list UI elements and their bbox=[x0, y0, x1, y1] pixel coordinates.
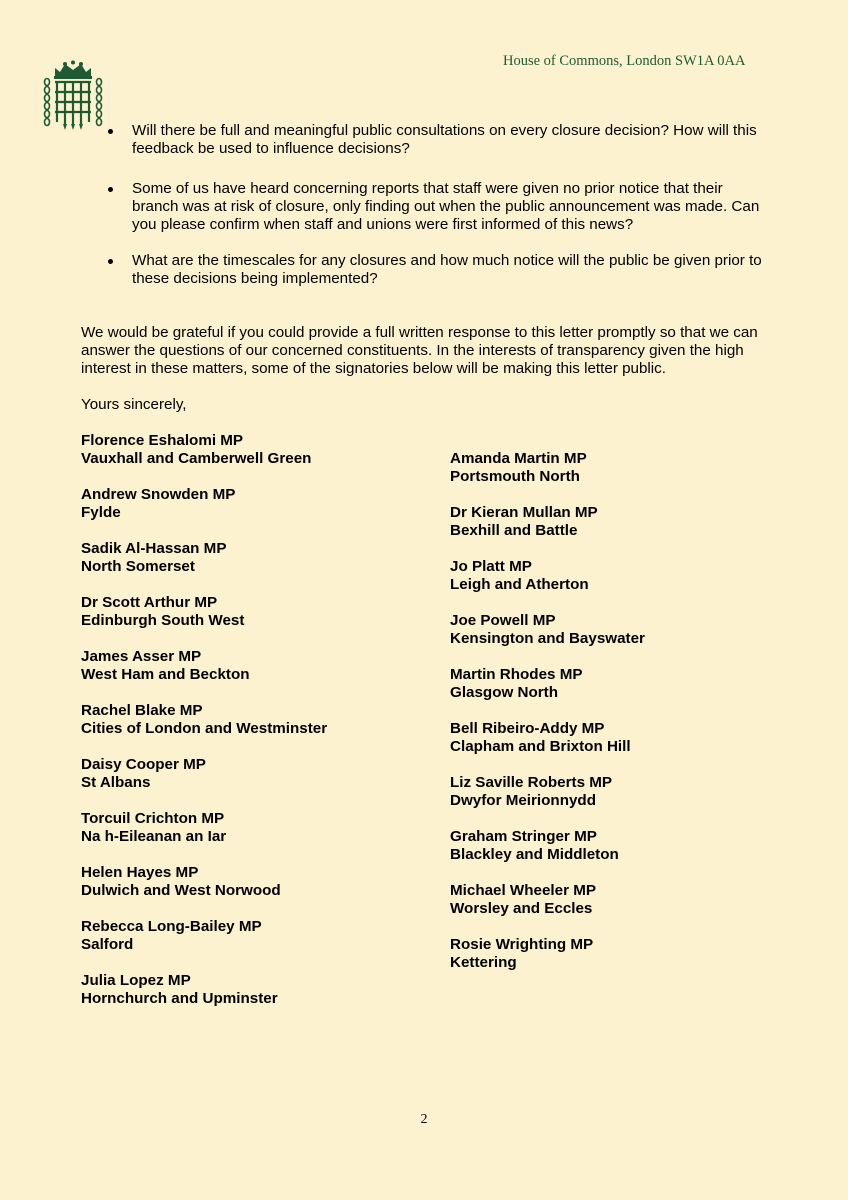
signatory-name: Dr Scott Arthur MP bbox=[81, 594, 218, 611]
signatory-constituency: Leigh and Atherton bbox=[450, 576, 589, 593]
signatory bbox=[81, 648, 411, 684]
signatory-name: Jo Platt MP bbox=[450, 558, 532, 575]
signatory-constituency: Na h-Eileanan an Iar bbox=[81, 828, 227, 845]
signatory-name: Bell Ribeiro-Addy MP bbox=[450, 720, 605, 737]
signatory-constituency: Bexhill and Battle bbox=[450, 522, 578, 539]
signatory-constituency: Clapham and Brixton Hill bbox=[450, 738, 631, 755]
signatory-constituency: Kensington and Bayswater bbox=[450, 630, 645, 647]
signatory-name: Amanda Martin MP bbox=[450, 450, 587, 467]
question-bullet-1: Will there be full and meaningful public consultations on every closure decision? How will this feedback be used to influence decisions? bbox=[132, 122, 772, 158]
signatory bbox=[450, 450, 780, 486]
signatory-name: James Asser MP bbox=[81, 648, 202, 665]
signatory-constituency: Dwyfor Meirionnydd bbox=[450, 792, 596, 809]
signatory-name: Liz Saville Roberts MP bbox=[450, 774, 613, 791]
signatory-name: Julia Lopez MP bbox=[81, 972, 191, 989]
signatory-constituency: Edinburgh South West bbox=[81, 612, 245, 629]
portcullis-icon bbox=[41, 60, 105, 130]
signatory-constituency: St Albans bbox=[81, 774, 151, 791]
signatory-name: Rebecca Long-Bailey MP bbox=[81, 918, 262, 935]
signatory bbox=[450, 720, 780, 756]
signatory-constituency: Portsmouth North bbox=[450, 468, 580, 485]
letterhead-address: House of Commons, London SW1A 0AA bbox=[503, 53, 746, 69]
page-number: 2 bbox=[420, 1112, 428, 1127]
signatory-constituency: Hornchurch and Upminster bbox=[81, 990, 278, 1007]
signatory-constituency: North Somerset bbox=[81, 558, 195, 575]
signatory-constituency: Glasgow North bbox=[450, 684, 559, 701]
signatory-constituency: Vauxhall and Camberwell Green bbox=[81, 450, 312, 467]
signatory bbox=[450, 612, 780, 648]
signatory-name: Andrew Snowden MP bbox=[81, 486, 236, 503]
signatory bbox=[81, 810, 411, 846]
signatory-constituency: West Ham and Beckton bbox=[81, 666, 250, 683]
signatory-name: Rachel Blake MP bbox=[81, 702, 203, 719]
signatory-name: Graham Stringer MP bbox=[450, 828, 597, 845]
signatory-name: Joe Powell MP bbox=[450, 612, 556, 629]
signatory-name: Sadik Al-Hassan MP bbox=[81, 540, 227, 557]
signatory bbox=[81, 972, 411, 1008]
signatory bbox=[450, 774, 780, 810]
question-bullet-2: Some of us have heard concerning reports that staff were given no prior notice that their branch was at risk of closure, only finding out when the public announcement was made. Can you please confirm when staff and unions were first informed of this news? bbox=[132, 180, 772, 234]
signatory-name: Florence Eshalomi MP bbox=[81, 432, 244, 449]
signatory-name: Dr Kieran Mullan MP bbox=[450, 504, 598, 521]
signatory bbox=[450, 936, 780, 972]
signatory bbox=[81, 702, 411, 738]
signatory-name: Michael Wheeler MP bbox=[450, 882, 597, 899]
signatory-constituency: Dulwich and West Norwood bbox=[81, 882, 281, 899]
signatory bbox=[81, 918, 411, 954]
signatory-constituency: Blackley and Middleton bbox=[450, 846, 619, 863]
signatory-name: Helen Hayes MP bbox=[81, 864, 199, 881]
signatory-constituency: Cities of London and Westminster bbox=[81, 720, 328, 737]
signatory bbox=[450, 828, 780, 864]
signatory bbox=[81, 486, 411, 522]
signatory-name: Torcuil Crichton MP bbox=[81, 810, 225, 827]
signatory bbox=[81, 432, 411, 468]
signatory bbox=[81, 756, 411, 792]
signatory bbox=[81, 864, 411, 900]
signatory-name: Martin Rhodes MP bbox=[450, 666, 583, 683]
signatory-constituency: Fylde bbox=[81, 504, 121, 521]
signatory bbox=[450, 558, 780, 594]
signatory bbox=[450, 666, 780, 702]
signatory-name: Daisy Cooper MP bbox=[81, 756, 206, 773]
closing-paragraph: We would be grateful if you could provide a full written response to this letter promptly so that we can answer the questions of our concerned constituents. In the interests of transparency given the high interest in these matters, some of the signatories below will be making this letter public. bbox=[81, 324, 758, 377]
signatory bbox=[81, 594, 411, 630]
signatory bbox=[81, 540, 411, 576]
signatory-constituency: Worsley and Eccles bbox=[450, 900, 593, 917]
signatory-name: Rosie Wrighting MP bbox=[450, 936, 594, 953]
signatory-constituency: Salford bbox=[81, 936, 134, 953]
question-bullet-3: What are the timescales for any closures and how much notice will the public be given prior to these decisions being implemented? bbox=[132, 252, 772, 288]
sign-off: Yours sincerely, bbox=[81, 396, 187, 413]
signatory bbox=[450, 882, 780, 918]
signatory-constituency: Kettering bbox=[450, 954, 517, 971]
signatory bbox=[450, 504, 780, 540]
